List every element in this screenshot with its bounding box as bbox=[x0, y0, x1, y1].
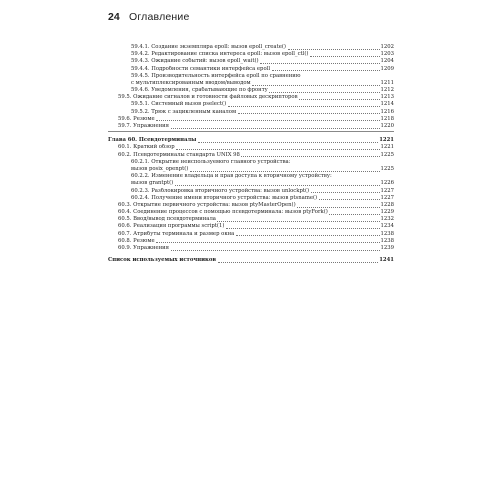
toc-leader-dots bbox=[175, 185, 380, 186]
toc-leader-dots bbox=[310, 56, 380, 57]
toc-leader-dots bbox=[236, 235, 380, 236]
toc-entry-title: с мультиплексированным вводом/выводом bbox=[131, 79, 251, 86]
toc-entry-title: 59.4.3. Ожидание событий: вызов epoll_wait() bbox=[131, 58, 259, 65]
toc-entry-page: 1234 bbox=[380, 223, 394, 230]
toc-entry-page: 1202 bbox=[380, 43, 394, 50]
toc-entry-title: 59.5. Ожидание сигналов и готовности файловых дескрипторов bbox=[118, 94, 298, 101]
toc-entry-title: Список используемых источников bbox=[108, 257, 217, 264]
toc-entry-page: 1241 bbox=[379, 257, 394, 264]
toc-entry-title: 60.4. Соединение процессов с помощью псевдотерминала: вызов ptyFork() bbox=[118, 209, 328, 216]
toc-leader-dots bbox=[156, 242, 379, 243]
toc-entry-page: 1227 bbox=[380, 194, 394, 201]
toc-entry[interactable] bbox=[108, 73, 394, 80]
toc-entry-page: 1226 bbox=[380, 180, 394, 187]
toc-leader-dots bbox=[217, 221, 379, 222]
toc-entry-page: 1214 bbox=[380, 101, 394, 108]
toc-entry[interactable] bbox=[108, 116, 394, 123]
toc-entry-title: 59.6. Резюме bbox=[118, 115, 155, 122]
toc-entry-page: 1239 bbox=[380, 245, 394, 252]
toc-entry[interactable] bbox=[108, 44, 394, 51]
toc-entry[interactable] bbox=[108, 195, 394, 202]
toc-entry-title: 60.5. Ввод/вывод псевдотерминала bbox=[118, 216, 216, 223]
toc-entry-page: 1220 bbox=[380, 123, 394, 130]
toc-entry[interactable] bbox=[108, 231, 394, 238]
toc-entry-title: 59.4.4. Подробности семантики интерфейса epoll bbox=[131, 65, 271, 72]
toc-entry[interactable] bbox=[108, 94, 394, 101]
toc-entry[interactable] bbox=[108, 166, 394, 173]
toc-entry[interactable] bbox=[108, 109, 394, 116]
toc-entry[interactable] bbox=[108, 80, 394, 87]
toc-entry-title: 60.8. Резюме bbox=[118, 237, 155, 244]
toc-leader-dots bbox=[190, 171, 380, 172]
toc-entry-page: 1221 bbox=[379, 137, 394, 144]
toc-entry-page: 1225 bbox=[380, 165, 394, 172]
toc-entry[interactable] bbox=[108, 180, 394, 187]
toc-leader-dots bbox=[319, 199, 380, 200]
toc-leader-dots bbox=[260, 63, 379, 64]
toc-entry[interactable] bbox=[108, 144, 394, 151]
toc-entry-page: 1218 bbox=[380, 115, 394, 122]
toc-leader-dots bbox=[218, 262, 379, 263]
toc-entry[interactable] bbox=[108, 209, 394, 216]
toc-chapter-entry[interactable] bbox=[108, 257, 394, 264]
toc-entry-title: 59.4.2. Редактирование списка интереса epoll: вызов epoll_ctl() bbox=[131, 51, 309, 58]
toc-leader-dots bbox=[272, 70, 380, 71]
toc-entry-title: 60.9. Упражнения bbox=[118, 245, 170, 252]
toc-leader-dots bbox=[238, 113, 380, 114]
toc-entry-title: 60.2.1. Открытие неиспользуемого главного устройства: bbox=[131, 158, 291, 165]
toc-entry-title: 59.7. Упражнения bbox=[118, 123, 170, 130]
toc-entry[interactable] bbox=[108, 58, 394, 65]
toc-entry-page: 1225 bbox=[380, 151, 394, 158]
toc-leader-dots bbox=[228, 106, 380, 107]
toc-leader-dots bbox=[299, 99, 379, 100]
toc-entry[interactable] bbox=[108, 102, 394, 109]
toc-entry-page: 1211 bbox=[380, 79, 394, 86]
toc-entry[interactable] bbox=[108, 152, 394, 159]
toc-leader-dots bbox=[329, 214, 379, 215]
toc-chapter-entry[interactable] bbox=[108, 137, 394, 144]
toc-entry-title: 60.1. Краткий обзор bbox=[118, 144, 175, 151]
toc-leader-dots bbox=[176, 149, 379, 150]
toc-entry-title: 59.5.2. Трюк с зацикленным каналом bbox=[131, 108, 237, 115]
toc-entry-page: 1238 bbox=[380, 237, 394, 244]
toc-entry[interactable] bbox=[108, 202, 394, 209]
toc-entry[interactable] bbox=[108, 238, 394, 245]
toc-leader-dots bbox=[288, 49, 380, 50]
toc-entry-page: 1228 bbox=[380, 201, 394, 208]
toc-leader-dots bbox=[226, 228, 380, 229]
toc-entry-page: 1227 bbox=[380, 187, 394, 194]
toc-entry[interactable] bbox=[108, 159, 394, 166]
toc-entry-title: вызов posix_openpt() bbox=[131, 165, 189, 172]
toc-entry[interactable] bbox=[108, 123, 394, 130]
toc-entry[interactable] bbox=[108, 51, 394, 58]
toc-entry-title: 60.2. Псевдотерминалы стандарта UNIX 98 bbox=[118, 151, 240, 158]
toc-entry-page: 1238 bbox=[380, 230, 394, 237]
toc-entry[interactable] bbox=[108, 245, 394, 252]
toc-entry[interactable] bbox=[108, 188, 394, 195]
toc-entry[interactable] bbox=[108, 66, 394, 73]
toc-entry-page: 1213 bbox=[380, 94, 394, 101]
toc-leader-dots bbox=[297, 207, 379, 208]
toc-entry[interactable] bbox=[108, 87, 394, 94]
page-number: 24 bbox=[108, 11, 120, 23]
toc-entry-page: 1229 bbox=[380, 209, 394, 216]
running-title: Оглавление bbox=[129, 11, 190, 23]
toc-leader-dots bbox=[198, 142, 378, 143]
toc-leader-dots bbox=[311, 192, 380, 193]
toc-entry-title: 60.2.3. Разблокировка вторичного устройства: вызов unlockpt() bbox=[131, 187, 310, 194]
toc-entry-page: 1203 bbox=[380, 51, 394, 58]
toc-entry-page: 1216 bbox=[380, 108, 394, 115]
toc-entry-title: вызов grantpt() bbox=[131, 180, 174, 187]
toc-entry-title: 60.2.4. Получение имени вторичного устройства: вызов ptsname() bbox=[131, 194, 318, 201]
toc-entry[interactable] bbox=[108, 173, 394, 180]
toc-entry-page: 1212 bbox=[380, 87, 394, 94]
toc-leader-dots bbox=[171, 250, 380, 251]
toc-entry-page: 1221 bbox=[380, 144, 394, 151]
toc-leader-dots bbox=[156, 120, 379, 121]
toc-leader-dots bbox=[241, 156, 379, 157]
toc-entry-page: 1232 bbox=[380, 216, 394, 223]
toc-entry-title: 60.6. Реализация программы script(1) bbox=[118, 223, 225, 230]
toc-entry[interactable] bbox=[108, 224, 394, 231]
toc-entry-title: 60.7. Атрибуты терминала и размер окна bbox=[118, 230, 235, 237]
toc-entry-title: 59.4.6. Уведомления, срабатывающие по фронту bbox=[131, 87, 268, 94]
toc-entry-page: 1204 bbox=[380, 58, 394, 65]
toc-leader-dots bbox=[171, 128, 380, 129]
toc-entry-title: 59.4.1. Создание экземпляра epoll: вызов epoll_create() bbox=[131, 43, 286, 50]
toc-entry-title: 59.4.5. Производительность интерфейса epoll по сравнению bbox=[131, 72, 301, 79]
toc-leader-dots bbox=[252, 85, 379, 86]
toc-leader-dots bbox=[269, 92, 379, 93]
table-of-contents bbox=[108, 44, 394, 264]
toc-entry-title: 60.2.2. Изменение владельца и прав доступа к вторичному устройству: bbox=[131, 173, 332, 180]
toc-entry-title: Глава 60. Псевдотерминалы bbox=[108, 137, 197, 144]
toc-entry-page: 1209 bbox=[380, 65, 394, 72]
toc-entry-title: 60.3. Открытие первичного устройства: вызов ptyMasterOpen() bbox=[118, 201, 296, 208]
toc-entry-title: 59.5.1. Системный вызов pselect() bbox=[131, 101, 227, 108]
toc-entry[interactable] bbox=[108, 216, 394, 223]
